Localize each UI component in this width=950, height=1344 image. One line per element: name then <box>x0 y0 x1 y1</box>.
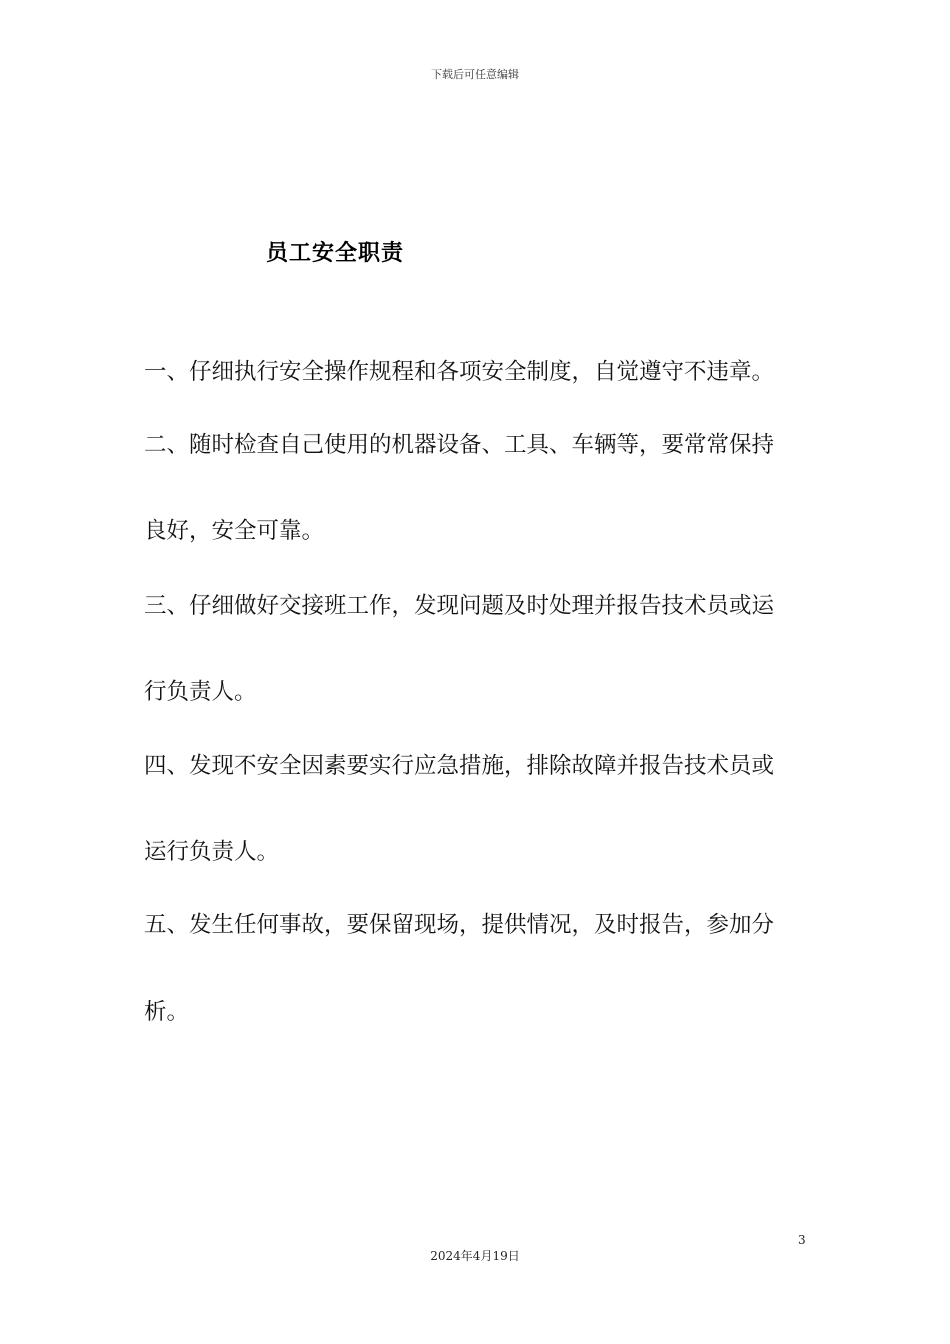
duty-line-3-continued: 行负责人。 <box>144 679 257 705</box>
footer-date: 2024年4月19日 <box>430 1249 520 1263</box>
duty-line-2: 二、随时检查自己使用的机器设备、工具、车辆等，要常常保持 <box>144 432 775 458</box>
duty-line-2-continued: 良好，安全可靠。 <box>144 518 325 544</box>
document-title: 员工安全职责 <box>266 241 405 266</box>
duty-line-5: 五、发生任何事故，要保留现场，提供情况，及时报告，参加分 <box>144 912 775 938</box>
duty-line-3: 三、仔细做好交接班工作，发现问题及时处理并报告技术员或运 <box>144 593 775 619</box>
duty-line-4-continued: 运行负责人。 <box>144 839 280 865</box>
duty-line-4: 四、发现不安全因素要实行应急措施，排除故障并报告技术员或 <box>144 753 775 779</box>
page-number: 3 <box>798 1233 806 1247</box>
duty-line-5-continued: 析。 <box>144 999 190 1025</box>
header-note: 下载后可任意编辑 <box>431 68 519 81</box>
duty-line-1: 一、仔细执行安全操作规程和各项安全制度，自觉遵守不违章。 <box>144 359 775 385</box>
